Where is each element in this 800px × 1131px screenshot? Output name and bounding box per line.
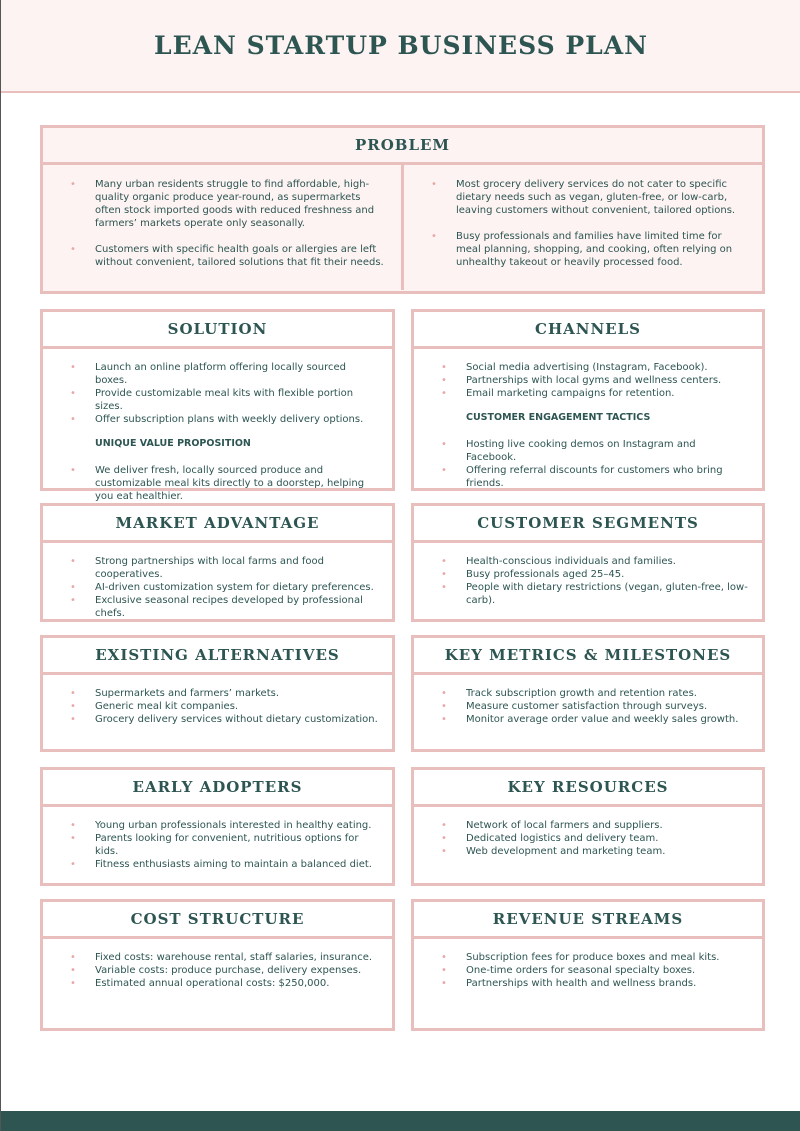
- section-customer-segments: [411, 503, 765, 622]
- section-problem: [40, 125, 765, 294]
- section-title: COST STRUCTURE: [43, 902, 392, 939]
- list-item: • People with dietary restrictions (vegan, gluten-free, low-carb).: [466, 581, 748, 607]
- list-item: • Social media advertising (Instagram, Facebook).: [466, 361, 748, 374]
- list-item: • AI-driven customization system for dietary preferences.: [95, 581, 378, 594]
- list-item: • Partnerships with health and wellness brands.: [466, 977, 748, 990]
- list-item: • Many urban residents struggle to find affordable, high-quality organic produce year-round, as supermarkets often stock imported goods with reduced freshness and farmers’ markets operate only seasonally.: [95, 178, 387, 230]
- footer-bar: [1, 1111, 800, 1131]
- list-item: • Measure customer satisfaction through surveys.: [466, 700, 748, 713]
- list-item: • Subscription fees for produce boxes and meal kits.: [466, 951, 748, 964]
- list-item: • Offering referral discounts for customers who bring friends.: [466, 464, 748, 490]
- problem-right-list: [404, 165, 762, 269]
- list-item: • Fitness enthusiasts aiming to maintain a balanced diet.: [95, 858, 378, 871]
- section-title: PROBLEM: [43, 128, 762, 165]
- section-key-metrics: [411, 635, 765, 752]
- list-item: • We deliver fresh, locally sourced produce and customizable meal kits directly to a doorstep, helping you eat healthier.: [95, 464, 378, 503]
- list-item: • One-time orders for seasonal specialty boxes.: [466, 964, 748, 977]
- section-cost-structure: [40, 899, 395, 1031]
- section-title: CUSTOMER SEGMENTS: [414, 506, 762, 543]
- list-item: • Young urban professionals interested in healthy eating.: [95, 819, 378, 832]
- section-title: REVENUE STREAMS: [414, 902, 762, 939]
- list-item: • Fixed costs: warehouse rental, staff salaries, insurance.: [95, 951, 378, 964]
- section-title: KEY RESOURCES: [414, 770, 762, 807]
- list-item: • Web development and marketing team.: [466, 845, 748, 858]
- list-item: • Track subscription growth and retention rates.: [466, 687, 748, 700]
- page-title: LEAN STARTUP BUSINESS PLAN: [154, 31, 648, 60]
- list-item: • Busy professionals and families have limited time for meal planning, shopping, and cooking, often relying on unhealthy takeout or heavily processed food.: [456, 230, 748, 269]
- list-item: • Partnerships with local gyms and wellness centers.: [466, 374, 748, 387]
- section-title: EXISTING ALTERNATIVES: [43, 638, 392, 675]
- section-solution: [40, 309, 395, 502]
- section-channels: [411, 309, 765, 491]
- list-item: • Generic meal kit companies.: [95, 700, 378, 713]
- list-item: • Launch an online platform offering locally sourced boxes.: [95, 361, 378, 387]
- list-item: • Supermarkets and farmers’ markets.: [95, 687, 378, 700]
- list-item: • Grocery delivery services without dietary customization.: [95, 713, 378, 726]
- list-item: • Hosting live cooking demos on Instagram and Facebook.: [466, 438, 748, 464]
- section-title: MARKET ADVANTAGE: [43, 506, 392, 543]
- section-title: CHANNELS: [414, 312, 762, 349]
- list-item: • Offer subscription plans with weekly delivery options.: [95, 413, 378, 426]
- list-item: • Estimated annual operational costs: $250,000.: [95, 977, 378, 990]
- list-item: • Health-conscious individuals and families.: [466, 555, 748, 568]
- list-item: • Email marketing campaigns for retention.: [466, 387, 748, 400]
- section-key-resources: [411, 767, 765, 886]
- list-item: • Exclusive seasonal recipes developed by professional chefs.: [95, 594, 378, 620]
- page-header: [1, 0, 800, 93]
- list-item: • Busy professionals aged 25–45.: [466, 568, 748, 581]
- list-item: • Most grocery delivery services do not cater to specific dietary needs such as vegan, gluten-free, or low-carb, leaving customers without convenient, tailored options.: [456, 178, 748, 217]
- list-item: • Network of local farmers and suppliers.: [466, 819, 748, 832]
- section-title: EARLY ADOPTERS: [43, 770, 392, 807]
- subheading: CUSTOMER ENGAGEMENT TACTICS: [466, 412, 651, 423]
- section-early-adopters: [40, 767, 395, 886]
- list-item: • Variable costs: produce purchase, delivery expenses.: [95, 964, 378, 977]
- section-title: SOLUTION: [43, 312, 392, 349]
- section-existing-alternatives: [40, 635, 395, 752]
- section-revenue-streams: [411, 899, 765, 1031]
- list-item: • Provide customizable meal kits with flexible portion sizes.: [95, 387, 378, 413]
- list-item: • Strong partnerships with local farms and food cooperatives.: [95, 555, 378, 581]
- subheading: UNIQUE VALUE PROPOSITION: [95, 438, 251, 449]
- list-item: • Customers with specific health goals or allergies are left without convenient, tailored solutions that fit their needs.: [95, 243, 387, 269]
- list-item: • Parents looking for convenient, nutritious options for kids.: [95, 832, 378, 858]
- section-title: KEY METRICS & MILESTONES: [414, 638, 762, 675]
- list-item: • Dedicated logistics and delivery team.: [466, 832, 748, 845]
- problem-left-list: [43, 165, 401, 269]
- list-item: • Monitor average order value and weekly sales growth.: [466, 713, 748, 726]
- section-market-advantage: [40, 503, 395, 622]
